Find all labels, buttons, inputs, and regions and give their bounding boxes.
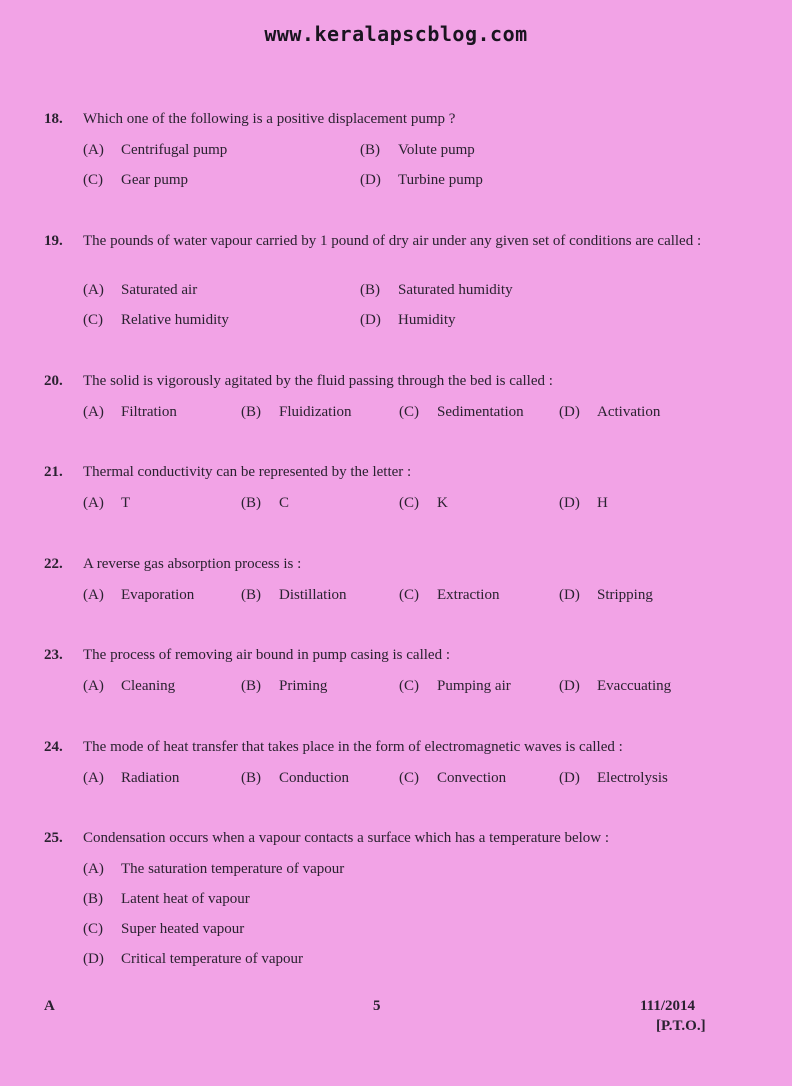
option-a: (A) T <box>83 495 131 511</box>
question-number: 25. <box>44 830 63 846</box>
question-text: The process of removing air bound in pump casing is called : <box>83 647 450 663</box>
page-number: 5 <box>373 998 381 1014</box>
site-url: www.keralapscblog.com <box>264 22 528 46</box>
option-a: (A) Filtration <box>83 404 177 420</box>
option-a: (A) The saturation temperature of vapour <box>83 861 345 877</box>
option-c: (C) Sedimentation <box>399 404 524 420</box>
option-d: (D) Humidity <box>360 312 456 328</box>
option-b: (B) Latent heat of vapour <box>83 891 250 907</box>
option-d: (D) Evaccuating <box>559 678 672 694</box>
option-b: (B) Priming <box>241 678 328 694</box>
option-c: (C) Super heated vapour <box>83 921 245 937</box>
option-c: (C) Gear pump <box>83 172 189 188</box>
question-number: 21. <box>44 464 63 480</box>
question-text: The mode of heat transfer that takes place in the form of electromagnetic waves is called : <box>83 739 623 755</box>
question-number: 23. <box>44 647 63 663</box>
option-d: (D) Activation <box>559 404 661 420</box>
option-a: (A) Saturated air <box>83 282 198 298</box>
option-c: (C) Relative humidity <box>83 312 229 328</box>
option-c: (C) Pumping air <box>399 678 511 694</box>
option-d: (D) Critical temperature of vapour <box>83 951 304 967</box>
option-d: (D) Electrolysis <box>559 770 668 786</box>
option-c: (C) K <box>399 495 448 511</box>
option-a: (A) Radiation <box>83 770 180 786</box>
option-c: (C) Extraction <box>399 587 500 603</box>
question-number: 19. <box>44 233 63 249</box>
option-d: (D) Stripping <box>559 587 653 603</box>
option-c: (C) Convection <box>399 770 507 786</box>
question-number: 22. <box>44 556 63 572</box>
question-text: Thermal conductivity can be represented by the letter : <box>83 464 412 480</box>
exam-code: 111/2014 <box>640 998 696 1014</box>
option-d: (D) Turbine pump <box>360 172 483 188</box>
option-b: (B) Conduction <box>241 770 349 786</box>
option-a: (A) Cleaning <box>83 678 176 694</box>
option-b: (B) Volute pump <box>360 142 475 158</box>
question-number: 18. <box>44 111 63 127</box>
option-b: (B) Saturated humidity <box>360 282 513 298</box>
question-text: Condensation occurs when a vapour contacts a surface which has a temperature below : <box>83 830 610 846</box>
pto-label: [P.T.O.] <box>656 1018 706 1034</box>
series-code: A <box>44 998 55 1014</box>
question-text: The pounds of water vapour carried by 1 pound of dry air under any given set of conditions are called : <box>83 233 702 249</box>
option-d: (D) H <box>559 495 608 511</box>
question-number: 20. <box>44 373 63 389</box>
question-text: A reverse gas absorption process is : <box>83 556 302 572</box>
question-text: The solid is vigorously agitated by the fluid passing through the bed is called : <box>83 373 553 389</box>
option-b: (B) C <box>241 495 290 511</box>
option-b: (B) Fluidization <box>241 404 352 420</box>
question-number: 24. <box>44 739 63 755</box>
option-a: (A) Evaporation <box>83 587 195 603</box>
question-text: Which one of the following is a positive displacement pump ? <box>83 111 456 127</box>
option-a: (A) Centrifugal pump <box>83 142 228 158</box>
option-b: (B) Distillation <box>241 587 347 603</box>
